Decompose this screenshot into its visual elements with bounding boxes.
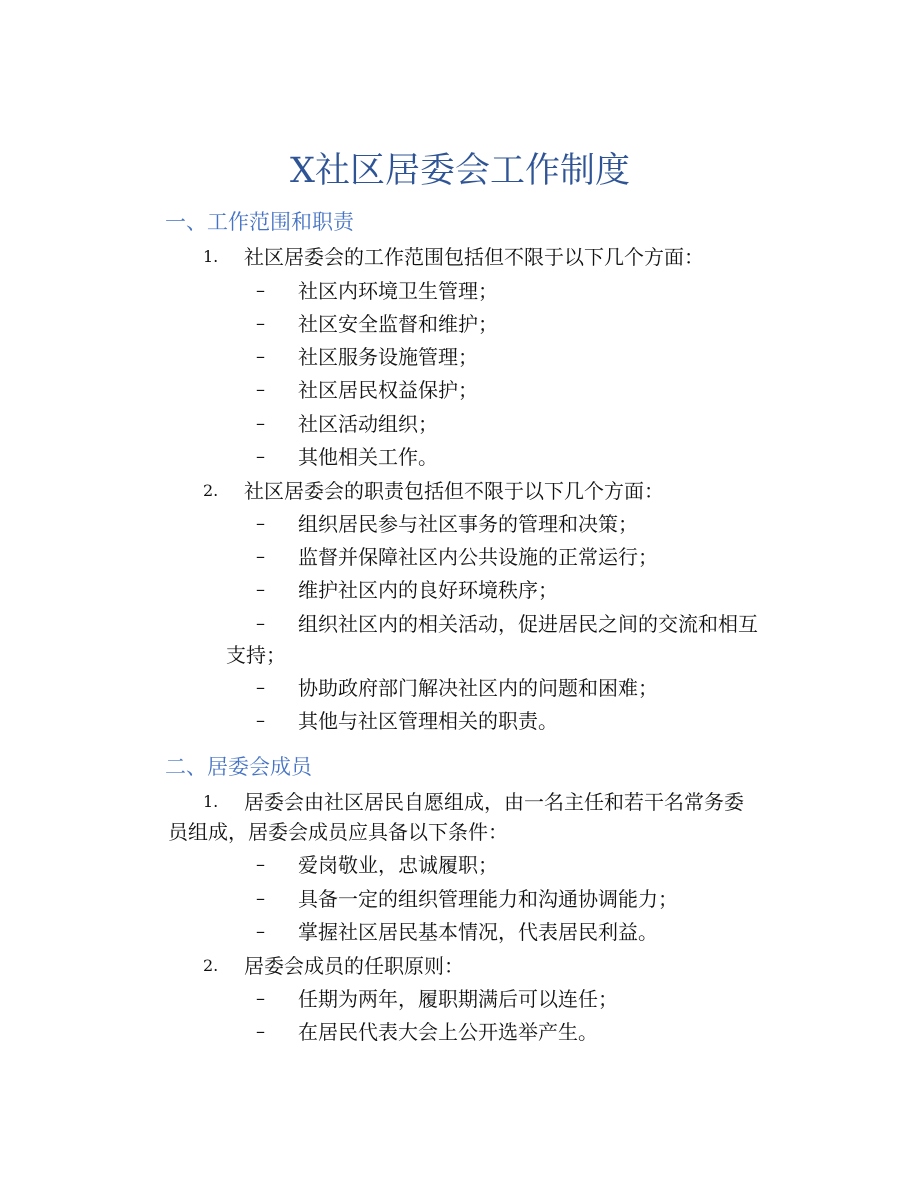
bullet-dash: –: [256, 613, 265, 634]
bullet-item: 掌握社区居民基本情况，代表居民利益。: [298, 920, 658, 944]
bullet-item: 其他与社区管理相关的职责。: [298, 709, 558, 733]
section-heading-scope: 一、工作范围和职责: [165, 210, 354, 234]
bullet-dash: –: [256, 710, 265, 731]
bullet-item: 协助政府部门解决社区内的问题和困难；: [298, 676, 658, 700]
list-item-text-continuation: 员组成，居委会成员应具备以下条件：: [168, 820, 508, 844]
bullet-item: 在居民代表大会上公开选举产生。: [298, 1020, 598, 1044]
bullet-dash: –: [256, 888, 265, 909]
bullet-item-continuation: 支持；: [226, 643, 286, 667]
bullet-dash: –: [256, 988, 265, 1009]
bullet-item: 监督并保障社区内公共设施的正常运行；: [298, 545, 658, 569]
bullet-dash: –: [256, 513, 265, 534]
bullet-dash: –: [256, 677, 265, 698]
bullet-item: 任期为两年，履职期满后可以连任；: [298, 987, 618, 1011]
list-number: 2.: [203, 481, 219, 500]
bullet-dash: –: [256, 579, 265, 600]
bullet-dash: –: [256, 413, 265, 434]
document-title: X社区居委会工作制度: [290, 151, 630, 191]
bullet-item: 社区内环境卫生管理；: [298, 279, 498, 303]
list-number: 1.: [203, 792, 219, 811]
bullet-dash: –: [256, 313, 265, 334]
bullet-item: 具备一定的组织管理能力和沟通协调能力；: [298, 887, 678, 911]
bullet-dash: –: [256, 546, 265, 567]
bullet-item: 组织居民参与社区事务的管理和决策；: [298, 512, 638, 536]
bullet-item: 社区服务设施管理；: [298, 345, 478, 369]
list-item-text: 社区居委会的工作范围包括但不限于以下几个方面：: [244, 245, 704, 269]
bullet-dash: –: [256, 1021, 265, 1042]
bullet-item: 社区安全监督和维护；: [298, 312, 498, 336]
bullet-item: 爱岗敬业，忠诚履职；: [298, 853, 498, 877]
bullet-dash: –: [256, 346, 265, 367]
bullet-dash: –: [256, 921, 265, 942]
bullet-item: 社区活动组织；: [298, 412, 438, 436]
list-item-text: 居委会由社区居民自愿组成，由一名主任和若干名常务委: [244, 790, 744, 814]
section-heading-members: 二、居委会成员: [165, 755, 312, 779]
list-number: 2.: [203, 956, 219, 975]
bullet-dash: –: [256, 854, 265, 875]
list-item-text: 社区居委会的职责包括但不限于以下几个方面：: [244, 479, 664, 503]
bullet-item: 组织社区内的相关活动，促进居民之间的交流和相互: [298, 612, 758, 636]
bullet-item: 社区居民权益保护；: [298, 378, 478, 402]
bullet-item: 其他相关工作。: [298, 445, 438, 469]
bullet-item: 维护社区内的良好环境秩序；: [298, 578, 558, 602]
bullet-dash: –: [256, 379, 265, 400]
list-item-text: 居委会成员的任职原则：: [244, 954, 464, 978]
bullet-dash: –: [256, 280, 265, 301]
bullet-dash: –: [256, 446, 265, 467]
list-number: 1.: [203, 247, 219, 266]
